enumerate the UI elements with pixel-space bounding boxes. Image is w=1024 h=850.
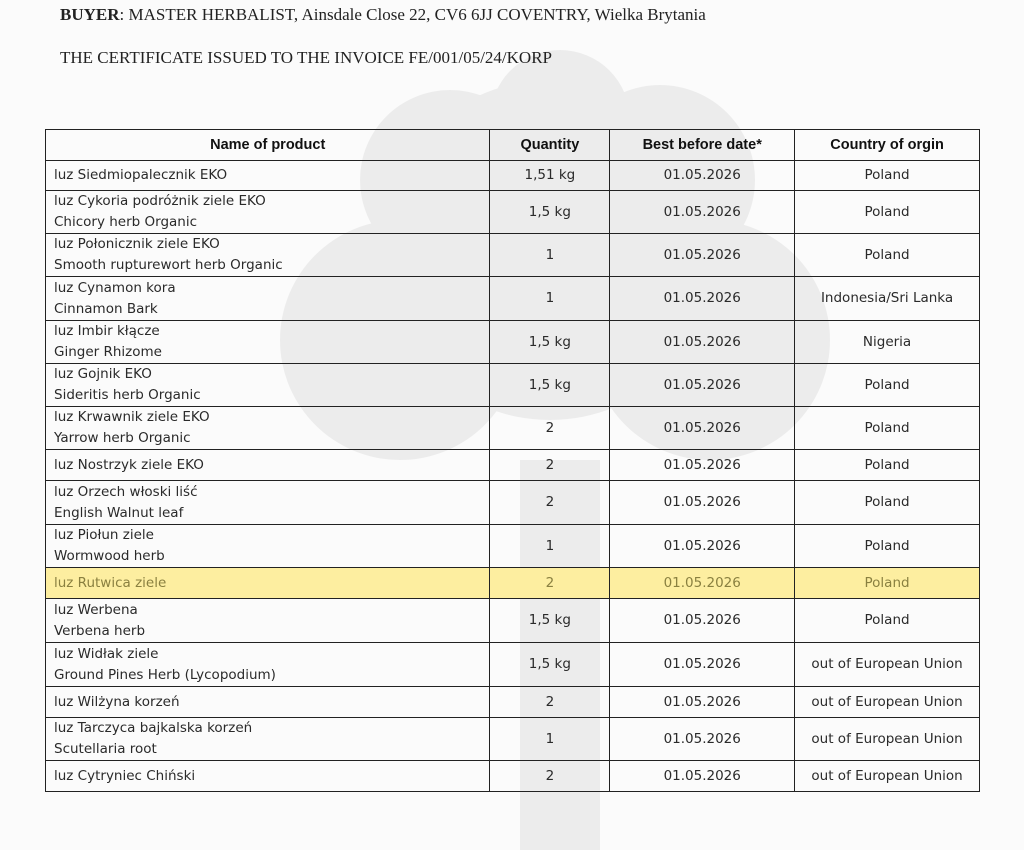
product-name-english: Smooth rupturewort herb Organic (54, 257, 283, 273)
cell-country-of-origin: out of European Union (795, 687, 980, 718)
product-name-polish: luz Orzech włoski liść (54, 483, 198, 500)
cell-quantity: 1,5 kg (490, 321, 610, 364)
product-name-english: English Walnut leaf (54, 504, 184, 521)
cell-country-of-origin: Poland (795, 407, 980, 450)
product-name-english: Scutellaria root (54, 741, 157, 757)
cell-country-of-origin: Poland (795, 191, 980, 234)
table-row (46, 761, 980, 792)
cell-country-of-origin: out of European Union (795, 761, 980, 792)
cell-quantity: 1,51 kg (490, 161, 610, 191)
cell-product-name (46, 161, 490, 191)
cell-country-of-origin: out of European Union (795, 718, 980, 761)
cell-quantity: 1,5 kg (490, 191, 610, 234)
table-row (46, 161, 980, 191)
cell-country-of-origin: out of European Union (795, 643, 980, 687)
product-name-polish: luz Piołun ziele (54, 527, 154, 543)
product-name-polish: luz Krwawnik ziele EKO (54, 409, 210, 425)
product-name-english: Chicory herb Organic (54, 214, 198, 230)
buyer-address: : MASTER HERBALIST, Ainsdale Close 22, CV6 6JJ COVENTRY, Wielka Brytania (119, 5, 706, 24)
product-name-english: Cinnamon Bark (54, 300, 158, 317)
product-name-english: Verbena herb (54, 622, 146, 639)
product-name-polish: luz Tarczyca bajkalska korzeń (54, 720, 253, 736)
cell-product-name (46, 364, 490, 407)
cell-country-of-origin: Poland (795, 481, 980, 525)
cell-country-of-origin: Poland (795, 525, 980, 568)
cell-best-before-date: 01.05.2026 (610, 277, 795, 321)
cell-quantity: 1,5 kg (490, 599, 610, 643)
product-name-polish: luz Cykoria podróżnik ziele EKO (54, 193, 266, 209)
cell-country-of-origin: Poland (795, 161, 980, 191)
cell-product-name (46, 277, 490, 321)
product-name-polish: luz Widłak ziele (54, 645, 159, 662)
cell-product-name (46, 321, 490, 364)
cell-product-name (46, 568, 490, 599)
cell-best-before-date: 01.05.2026 (610, 643, 795, 687)
cell-product-name (46, 525, 490, 568)
product-name-english: Yarrow herb Organic (54, 430, 191, 446)
product-name-polish: luz Nostrzyk ziele EKO (54, 456, 204, 473)
cell-quantity: 1 (490, 277, 610, 321)
cell-best-before-date: 01.05.2026 (610, 407, 795, 450)
cell-product-name (46, 718, 490, 761)
header-quantity: Quantity (490, 130, 610, 161)
product-name-polish: luz Siedmiopalecznik EKO (54, 167, 228, 183)
product-name-polish: luz Cytryniec Chiński (54, 767, 196, 784)
cell-product-name (46, 407, 490, 450)
table-row (46, 277, 980, 321)
cell-quantity: 2 (490, 568, 610, 599)
cell-quantity: 2 (490, 761, 610, 792)
cell-quantity: 1,5 kg (490, 364, 610, 407)
product-name-polish: luz Gojnik EKO (54, 366, 152, 382)
cell-product-name (46, 599, 490, 643)
cell-quantity: 2 (490, 481, 610, 525)
table-row (46, 450, 980, 481)
header-name-of-product: Name of product (46, 130, 490, 161)
product-name-english: Wormwood herb (54, 548, 165, 564)
product-name-polish: luz Werbena (54, 601, 138, 618)
table-row (46, 525, 980, 568)
cell-quantity: 2 (490, 450, 610, 481)
product-name-polish: luz Imbir kłącze (54, 323, 160, 339)
cell-best-before-date: 01.05.2026 (610, 687, 795, 718)
buyer-label: BUYER (60, 5, 120, 24)
table-row (46, 718, 980, 761)
header-country-of-origin: Country of orgin (795, 130, 980, 161)
cell-best-before-date: 01.05.2026 (610, 450, 795, 481)
cell-country-of-origin: Nigeria (795, 321, 980, 364)
cell-product-name (46, 191, 490, 234)
table-header-row (46, 130, 980, 161)
table-row (46, 321, 980, 364)
cell-country-of-origin: Poland (795, 568, 980, 599)
cell-best-before-date: 01.05.2026 (610, 161, 795, 191)
cell-country-of-origin: Poland (795, 234, 980, 277)
cell-best-before-date: 01.05.2026 (610, 191, 795, 234)
table-row (46, 687, 980, 718)
buyer-line (60, 5, 706, 25)
cell-product-name (46, 761, 490, 792)
cell-country-of-origin: Indonesia/Sri Lanka (795, 277, 980, 321)
cell-best-before-date: 01.05.2026 (610, 364, 795, 407)
products-table (45, 129, 980, 792)
cell-country-of-origin: Poland (795, 450, 980, 481)
product-name-english: Ground Pines Herb (Lycopodium) (54, 666, 276, 683)
cell-quantity: 1 (490, 525, 610, 568)
cell-product-name (46, 687, 490, 718)
cell-best-before-date: 01.05.2026 (610, 481, 795, 525)
cell-quantity: 2 (490, 687, 610, 718)
cell-best-before-date: 01.05.2026 (610, 718, 795, 761)
header-best-before-date: Best before date* (610, 130, 795, 161)
cell-best-before-date: 01.05.2026 (610, 599, 795, 643)
product-name-polish: luz Cynamon kora (54, 279, 176, 296)
table-row-highlighted (46, 568, 980, 599)
product-name-english: Ginger Rhizome (54, 344, 162, 360)
cell-quantity: 1 (490, 234, 610, 277)
cell-quantity: 1,5 kg (490, 643, 610, 687)
cell-country-of-origin: Poland (795, 599, 980, 643)
cell-best-before-date: 01.05.2026 (610, 525, 795, 568)
product-name-polish: luz Rutwica ziele (54, 574, 167, 591)
table-row (46, 481, 980, 525)
cell-product-name (46, 643, 490, 687)
table-row (46, 364, 980, 407)
cell-best-before-date: 01.05.2026 (610, 234, 795, 277)
certificate-line: THE CERTIFICATE ISSUED TO THE INVOICE FE/001/05/24/KORP (60, 48, 552, 67)
table-row (46, 643, 980, 687)
product-name-polish: luz Połonicznik ziele EKO (54, 236, 220, 252)
cell-best-before-date: 01.05.2026 (610, 568, 795, 599)
product-name-english: Sideritis herb Organic (54, 387, 201, 403)
table-row (46, 599, 980, 643)
cell-country-of-origin: Poland (795, 364, 980, 407)
table-row (46, 407, 980, 450)
cell-quantity: 1 (490, 718, 610, 761)
cell-best-before-date: 01.05.2026 (610, 321, 795, 364)
cell-best-before-date: 01.05.2026 (610, 761, 795, 792)
product-name-polish: luz Wilżyna korzeń (54, 693, 180, 710)
cell-quantity: 2 (490, 407, 610, 450)
cell-product-name (46, 481, 490, 525)
cell-product-name (46, 450, 490, 481)
table-row (46, 191, 980, 234)
cell-product-name (46, 234, 490, 277)
table-row (46, 234, 980, 277)
